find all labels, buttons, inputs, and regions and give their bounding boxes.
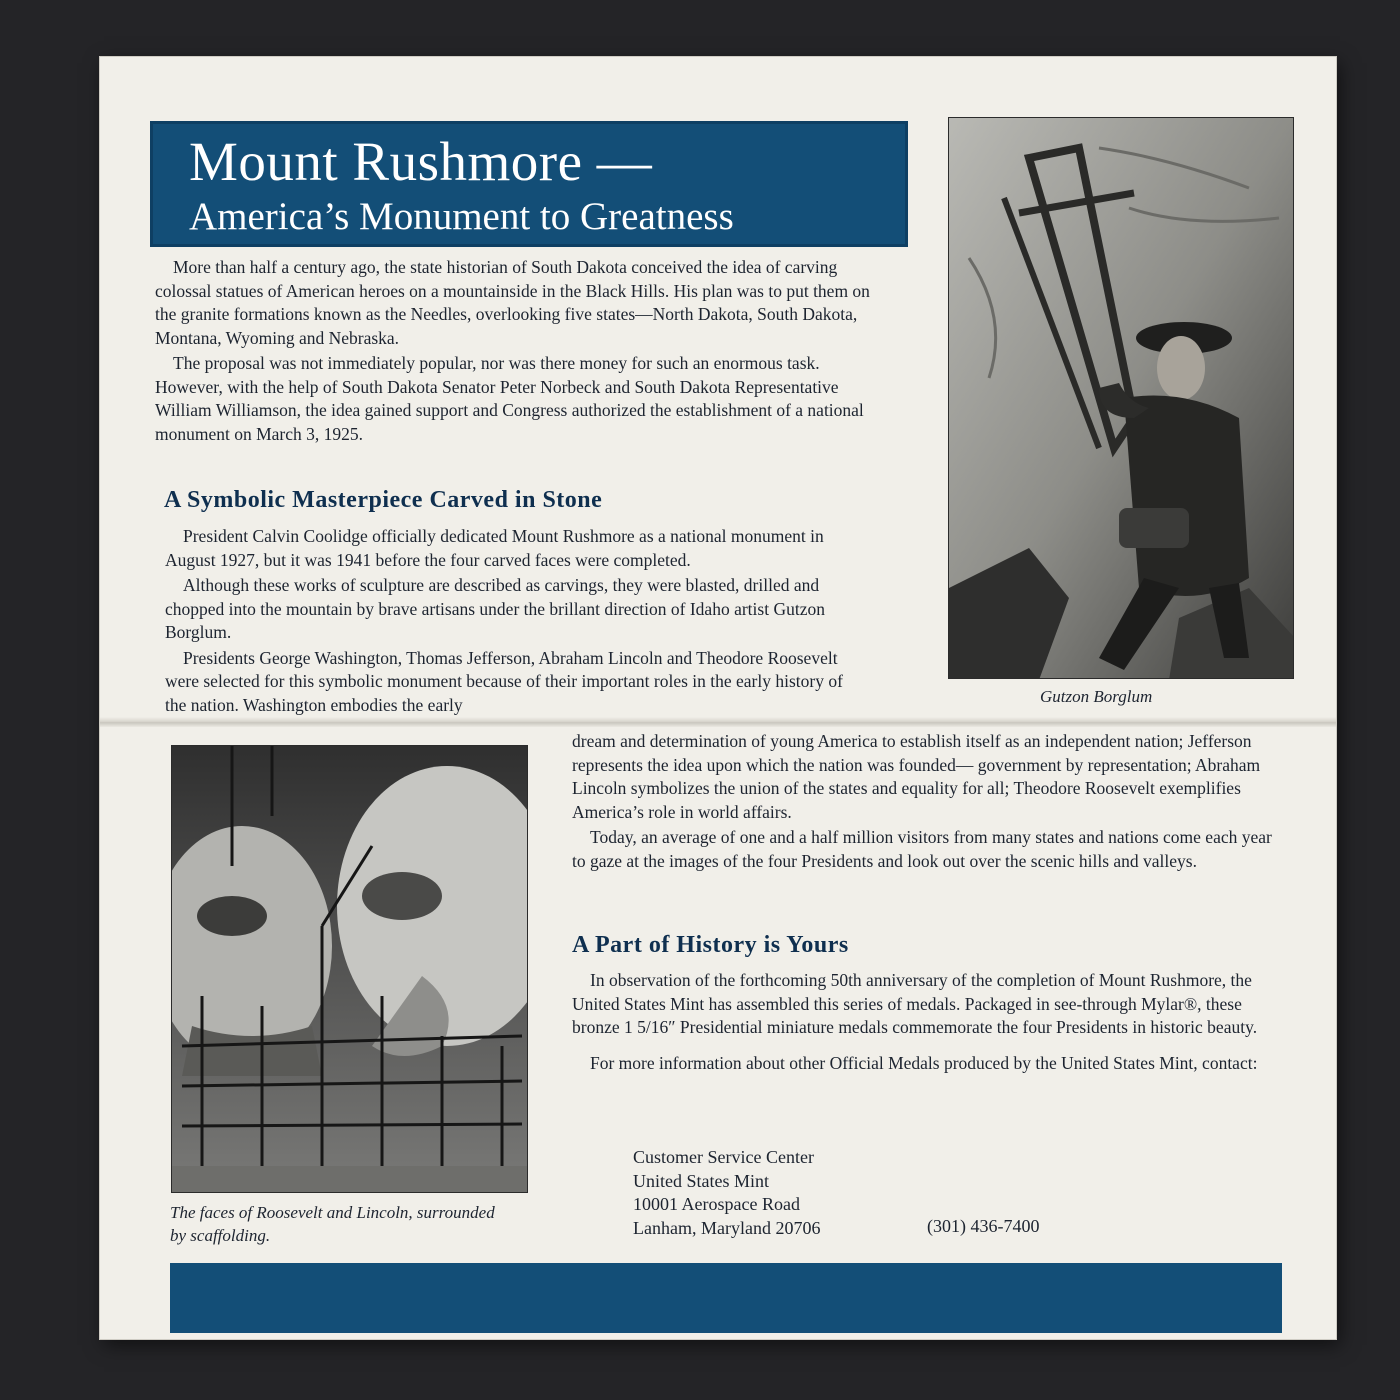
- address-line-2: United States Mint: [633, 1170, 769, 1191]
- address-line-4: Lanham, Maryland 20706: [633, 1217, 821, 1238]
- section1-text: [165, 525, 865, 719]
- section1-continued-text: [572, 730, 1277, 875]
- bottom-color-band: [170, 1263, 1282, 1333]
- section2-paragraph-2: For more information about other Official Medals produced by the United States Mint, contact:: [590, 1052, 1258, 1073]
- title-banner: [150, 121, 908, 247]
- brochure-page: [100, 57, 1336, 1339]
- section1-paragraph-3-continued: dream and determination of young America to establish itself as an independent nation; Jefferson represents the idea upon which the nation was founded— government by representation; Abraham Lincoln symbolizes the union of the states and equality for all; Theodore Roosevelt exemplifies America’s role in world affairs.: [572, 731, 1261, 822]
- borglum-caption: Gutzon Borglum: [1040, 687, 1153, 706]
- section1-paragraph-2: Although these works of sculpture are described as carvings, they were blasted, drilled and chopped into the mountain by brave artisans under the brillant direction of Idaho artist Gutzon Borglum.: [165, 575, 825, 642]
- intro-paragraph-1: More than half a century ago, the state historian of South Dakota conceived the idea of carving colossal statues of American heroes on a mountainside in the Black Hills. His plan was to put them on the granite formations known as the Needles, overlooking five states—North Dakota, South Dakota, Montana, Wyoming and Nebraska.: [155, 257, 870, 348]
- section1-paragraph-4: Today, an average of one and a half million visitors from many states and nations come each year to gaze at the images of the four Presidents and look out over the scenic hills and valleys.: [572, 827, 1272, 871]
- faces-scaffolding-illustration: [172, 746, 528, 1193]
- section-heading-history: A Part of History is Yours: [572, 932, 849, 958]
- intro-paragraph-2: The proposal was not immediately popular, nor was there money for such an enormous task. However, with the help of South Dakota Senator Peter Norbeck and South Dakota Representative William Williamson, the idea gained support and Congress authorized the establishment of a national monument on March 3, 1925.: [155, 353, 864, 444]
- faces-caption: The faces of Roosevelt and Lincoln, surrounded by scaffolding.: [170, 1203, 495, 1245]
- page-title: Mount Rushmore —: [189, 131, 653, 192]
- borglum-illustration: [949, 118, 1294, 679]
- address-line-1: Customer Service Center: [633, 1147, 814, 1167]
- section2-text: [572, 969, 1277, 1077]
- address-line-3: 10001 Aerospace Road: [633, 1194, 800, 1214]
- section1-paragraph-1: President Calvin Coolidge officially dedicated Mount Rushmore as a national monument in August 1927, but it was 1941 before the four carved faces were completed.: [165, 526, 824, 570]
- intro-text: [155, 256, 885, 448]
- section-heading-symbolic: A Symbolic Masterpiece Carved in Stone: [164, 487, 603, 513]
- section1-paragraph-3: Presidents George Washington, Thomas Jefferson, Abraham Lincoln and Theodore Roosevelt were selected for this symbolic monument because of their important roles in the early history of the nation. Washington embodies the early: [165, 647, 843, 715]
- faces-photo: [171, 745, 528, 1193]
- phone-number: (301) 436-7400: [927, 1216, 1040, 1236]
- page-subtitle: America’s Monument to Greatness: [189, 195, 734, 238]
- mailing-address: [633, 1146, 820, 1240]
- section2-paragraph-1: In observation of the forthcoming 50th anniversary of the completion of Mount Rushmore, the United States Mint has assembled this series of medals. Packaged in see-through Mylar®, these bronze 1 5/16″ Presidential miniature medals commemorate the four Presidents in historic beauty.: [572, 970, 1258, 1037]
- borglum-photo: [948, 117, 1294, 679]
